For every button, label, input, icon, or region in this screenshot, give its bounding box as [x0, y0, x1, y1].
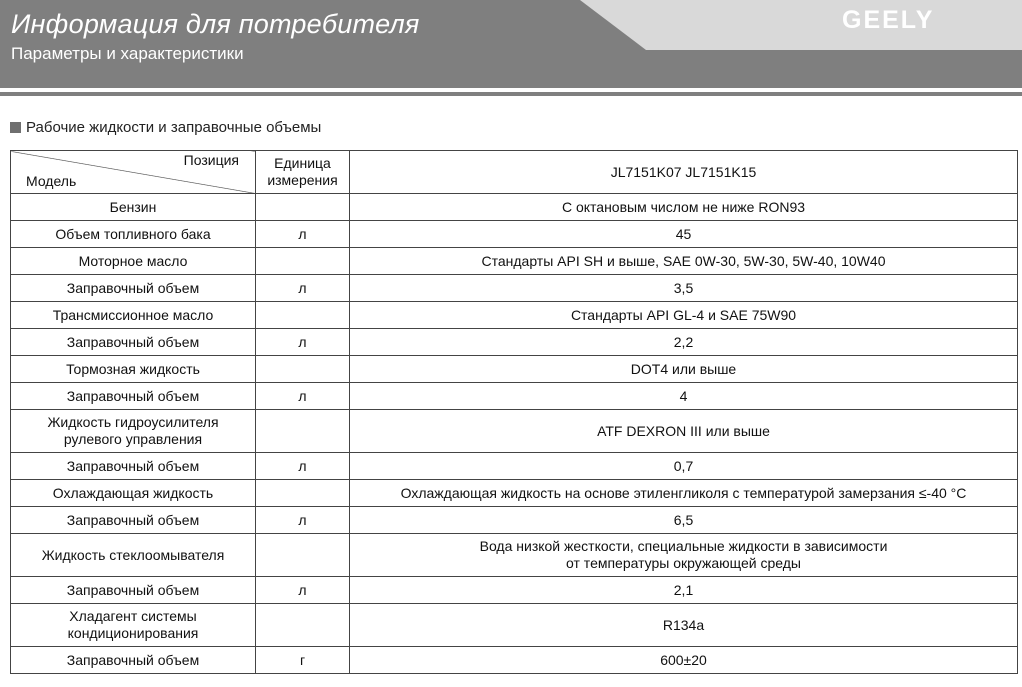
- parameter-cell-text: Жидкость стеклоомывателя: [41, 546, 225, 563]
- value-cell-text: DOT4 или выше: [630, 360, 737, 377]
- value-cell: [350, 329, 1018, 356]
- value-cell: [350, 248, 1018, 275]
- value-cell: [350, 275, 1018, 302]
- value-cell: [350, 507, 1018, 534]
- value-cell-text: от температуры окружающей среды: [566, 555, 801, 571]
- page-title: Информация для потребителя: [11, 9, 420, 39]
- table-row: [11, 577, 1018, 604]
- table-row: [11, 194, 1018, 221]
- models-header-cell: JL7151K07 JL7151K15: [350, 151, 1018, 194]
- parameter-cell-text: Заправочный объем: [66, 581, 200, 598]
- table-row: [11, 383, 1018, 410]
- unit-cell: [256, 194, 350, 221]
- table-row: [11, 329, 1018, 356]
- unit-cell: [256, 480, 350, 507]
- value-cell-text: Вода низкой жесткости, специальные жидкости в зависимости: [479, 538, 888, 554]
- unit-header-cell: [256, 151, 350, 194]
- value-cell-text: 45: [675, 225, 692, 242]
- unit-cell: л: [256, 383, 350, 410]
- parameter-cell-text: Заправочный объем: [66, 651, 200, 668]
- parameter-cell-text: Заправочный объем: [66, 457, 200, 474]
- value-cell-text: R134a: [662, 616, 705, 633]
- parameter-cell: [11, 410, 256, 453]
- unit-cell: [256, 534, 350, 577]
- parameter-cell-text: Объем топливного бака: [55, 225, 211, 242]
- parameter-cell: [11, 604, 256, 647]
- parameter-cell: [11, 383, 256, 410]
- parameter-cell: [11, 480, 256, 507]
- unit-cell: л: [256, 275, 350, 302]
- parameter-cell-text: рулевого управления: [63, 431, 203, 447]
- unit-cell: л: [256, 507, 350, 534]
- parameter-cell: [11, 647, 256, 674]
- value-cell: [350, 604, 1018, 647]
- section-square-icon: [10, 122, 21, 133]
- geely-logo: GEELY: [842, 6, 935, 34]
- unit-cell: [256, 248, 350, 275]
- table-row: [11, 275, 1018, 302]
- value-cell: [350, 453, 1018, 480]
- value-cell: [350, 194, 1018, 221]
- value-cell: [350, 356, 1018, 383]
- value-cell-text: 2,1: [673, 581, 694, 598]
- parameter-cell-text: Моторное масло: [78, 252, 188, 269]
- value-cell-text: 600±20: [660, 651, 707, 668]
- value-cell-text: С октановым числом не ниже RON93: [561, 198, 806, 215]
- table-row: [11, 221, 1018, 248]
- value-cell-text: Стандарты API GL-4 и SAE 75W90: [570, 306, 797, 323]
- parameter-cell-text: Жидкость гидроусилителя: [47, 414, 219, 430]
- parameter-cell: [11, 507, 256, 534]
- table-row: [11, 604, 1018, 647]
- table-row: [11, 410, 1018, 453]
- table-row: [11, 507, 1018, 534]
- parameter-cell-text: Заправочный объем: [66, 387, 200, 404]
- parameter-cell-text: Трансмиссионное масло: [52, 306, 214, 323]
- value-cell-text: 0,7: [673, 457, 694, 474]
- parameter-cell-text: Тормозная жидкость: [66, 360, 200, 377]
- value-cell: [350, 534, 1018, 577]
- value-cell-text: Охлаждающая жидкость на основе этиленгликоля с температурой замерзания ≤-40 °C: [400, 484, 967, 501]
- parameter-cell-text: Заправочный объем: [66, 333, 200, 350]
- parameter-cell: [11, 356, 256, 383]
- parameter-cell: [11, 577, 256, 604]
- table-row: [11, 534, 1018, 577]
- section-heading: [10, 118, 321, 136]
- table-row: [11, 302, 1018, 329]
- fluids-table: [10, 150, 1018, 674]
- parameter-cell-text: Заправочный объем: [66, 279, 200, 296]
- parameter-cell-text: кондиционирования: [67, 625, 199, 641]
- parameter-cell: [11, 275, 256, 302]
- value-cell-text: 4: [679, 387, 688, 404]
- value-cell-text: Стандарты API SH и выше, SAE 0W-30, 5W-30, 5W-40, 10W40: [481, 252, 886, 269]
- value-cell: [350, 647, 1018, 674]
- unit-cell: л: [256, 329, 350, 356]
- parameter-cell: [11, 221, 256, 248]
- value-cell-text: 2,2: [673, 333, 694, 350]
- table-body: [11, 194, 1018, 674]
- parameter-cell-text: Заправочный объем: [66, 511, 200, 528]
- unit-cell: [256, 410, 350, 453]
- table-row: [11, 480, 1018, 507]
- parameter-cell: [11, 302, 256, 329]
- model-label: Модель: [26, 173, 77, 189]
- parameter-cell: [11, 453, 256, 480]
- parameter-cell: [11, 194, 256, 221]
- page-subtitle: Параметры и характеристики: [11, 44, 244, 63]
- unit-header-line: измерения: [267, 172, 338, 188]
- value-cell-text: ATF DEXRON III или выше: [597, 422, 770, 439]
- parameter-cell: [11, 329, 256, 356]
- table-row: [11, 453, 1018, 480]
- value-cell: [350, 221, 1018, 248]
- table-row: [11, 647, 1018, 674]
- value-cell-text: 6,5: [673, 511, 694, 528]
- value-cell: [350, 302, 1018, 329]
- unit-cell: г: [256, 647, 350, 674]
- parameter-cell-text: Охлаждающая жидкость: [52, 484, 214, 501]
- parameter-cell-text: Хладагент системы: [69, 608, 197, 624]
- position-label: Позиция: [183, 152, 239, 168]
- unit-cell: [256, 302, 350, 329]
- table-header-row: [11, 151, 1018, 194]
- parameter-cell-text: Бензин: [109, 198, 157, 215]
- value-cell-text: 3,5: [673, 279, 694, 296]
- header-divider: [0, 88, 1022, 92]
- unit-cell: л: [256, 577, 350, 604]
- value-cell: [350, 383, 1018, 410]
- page-header: [0, 0, 1022, 96]
- table-row: [11, 356, 1018, 383]
- section-title: Рабочие жидкости и заправочные объемы: [26, 118, 322, 136]
- value-cell: [350, 480, 1018, 507]
- value-cell: [350, 410, 1018, 453]
- unit-cell: л: [256, 453, 350, 480]
- unit-header-line: Единица: [274, 155, 331, 171]
- unit-cell: [256, 356, 350, 383]
- unit-cell: л: [256, 221, 350, 248]
- table-row: [11, 248, 1018, 275]
- unit-cell: [256, 604, 350, 647]
- parameter-cell: [11, 534, 256, 577]
- value-cell: [350, 577, 1018, 604]
- diagonal-header-cell: [11, 151, 256, 194]
- parameter-cell: [11, 248, 256, 275]
